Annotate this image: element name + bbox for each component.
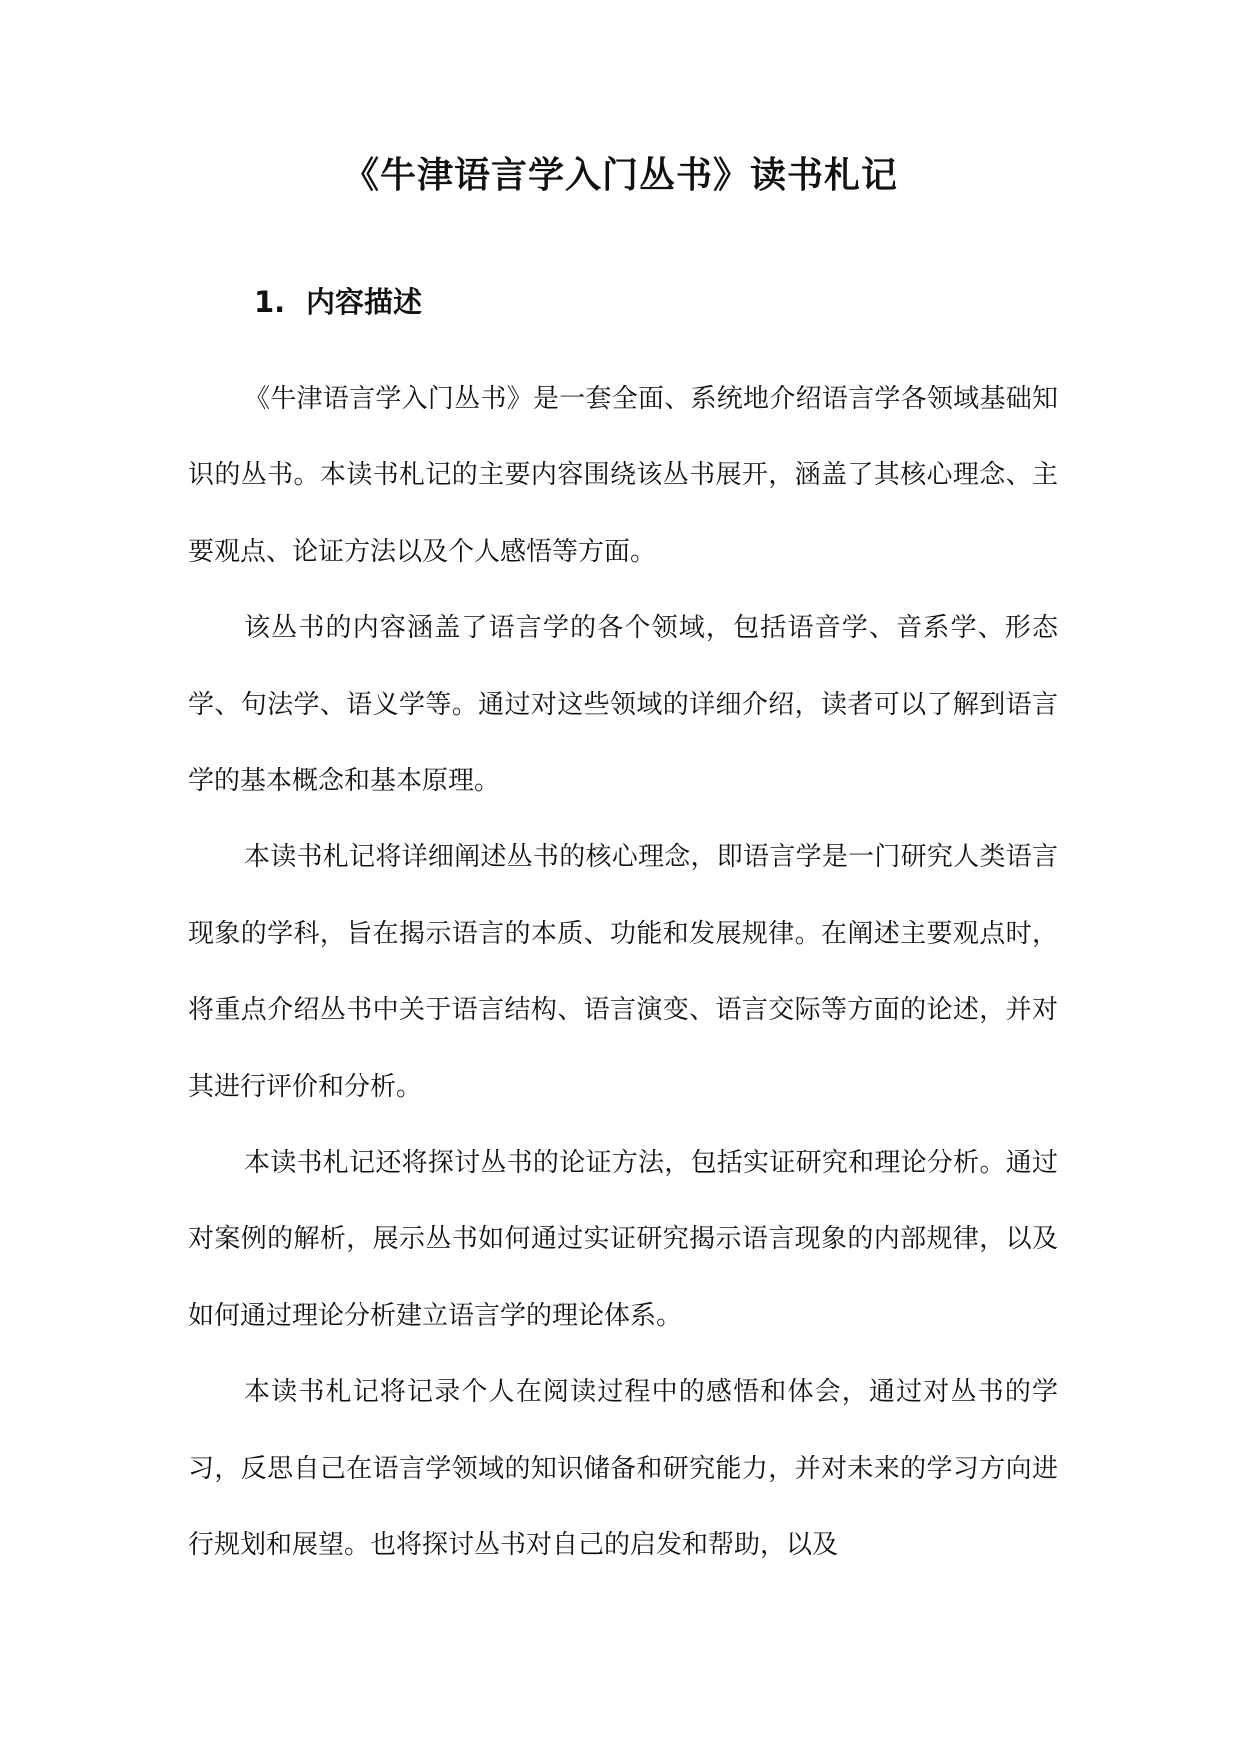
document-title: 《牛津语言学入门丛书》读书札记: [342, 155, 898, 196]
section-heading-text: 内容描述: [306, 285, 423, 319]
section-number: 1.: [254, 285, 286, 319]
paragraph-1: 《牛津语言学入门丛书》是一套全面、系统地介绍语言学各领域基础知识的丛书。本读书札记的主要内容围绕该丛书展开，涵盖了其核心理念、主要观点、论证方法以及个人感悟等方面。: [188, 384, 1058, 567]
paragraph-2: 该丛书的内容涵盖了语言学的各个领域，包括语音学、音系学、形态学、句法学、语义学等。通过对这些领域的详细介绍，读者可以了解到语言学的基本概念和基本原理。: [188, 613, 1058, 797]
paragraph-3: 本读书札记将详细阐述丛书的核心理念，即语言学是一门研究人类语言现象的学科，旨在揭示语言的本质、功能和发展规律。在阐述主要观点时，将重点介绍丛书中关于语言结构、语言演变、语言交际等方面的论述，并对其进行评价和分析。: [188, 842, 1058, 1102]
paragraph-5: 本读书札记将记录个人在阅读过程中的感悟和体会，通过对丛书的学习，反思自己在语言学领域的知识储备和研究能力，并对未来的学习方向进行规划和展望。也将探讨丛书对自己的启发和帮助，以及: [188, 1377, 1058, 1561]
paragraph-4: 本读书札记还将探讨丛书的论证方法，包括实证研究和理论分析。通过对案例的解析，展示丛书如何通过实证研究揭示语言现象的内部规律，以及如何通过理论分析建立语言学的理论体系。: [188, 1148, 1058, 1331]
document-body: [188, 361, 1058, 1584]
section-heading: [254, 282, 422, 322]
